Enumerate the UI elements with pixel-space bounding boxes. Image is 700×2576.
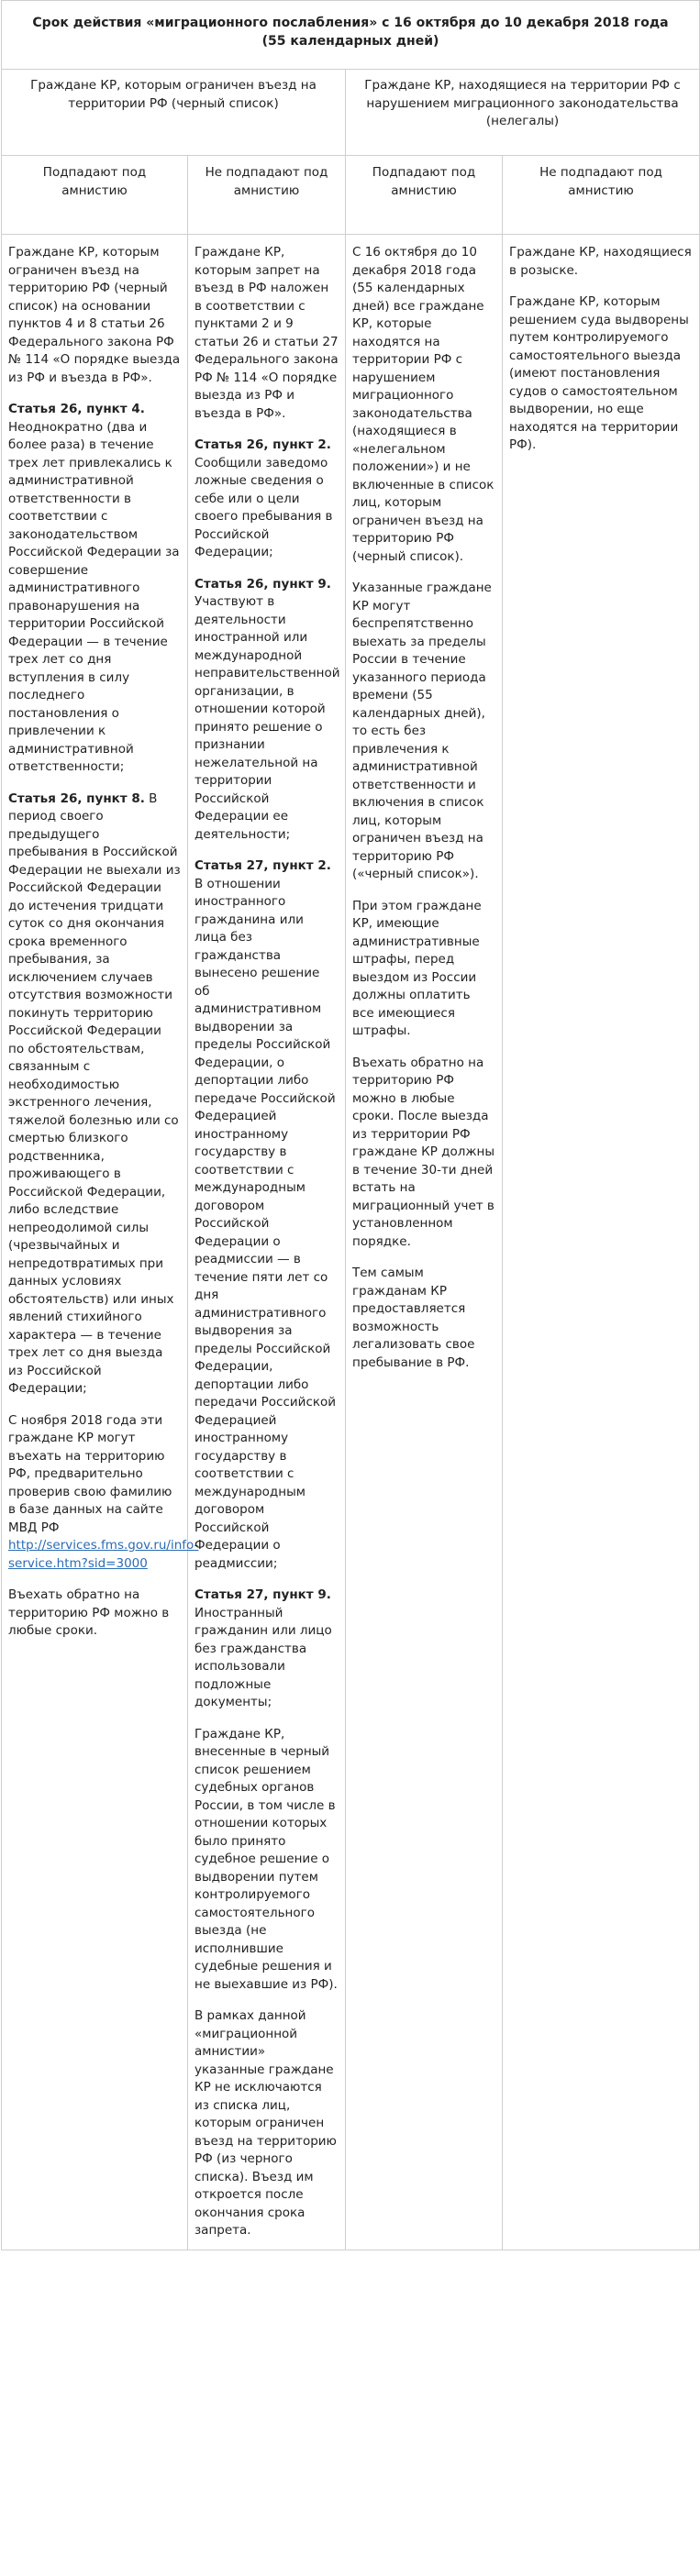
- paragraph: С ноября 2018 года эти граждане КР могут въехать на территорию РФ, предварительно проверив свою фамилию в базе данных на сайте МВД РФ http://services.fms.gov.ru/info-service.htm?sid=3000: [8, 1412, 199, 1571]
- amnesty-table: [1, 0, 700, 2250]
- subheader-col1: Подпадают под амнистию: [2, 156, 188, 235]
- paragraph: Статья 26, пункт 8. В период своего предыдущего пребывания в Российской Федерации не выехали из Российской Федерации до истечения тридцати суток со дня окончания срока временного пребывания, за исключением случаев отсутствия возможности покинуть территорию Российской Федерации по обстоятельствам, связанным с необходимостью экстренного лечения, тяжелой болезнью или со смертью близкого родственника, проживающего в Российской Федерации, либо вследствие непреодолимой силы (чрезвычайных и непредотвратимых при данных условиях обстоятельств) или иных явлений стихийного характера — в течение трех лет со дня выезда из Российской Федерации;: [8, 790, 181, 1396]
- group-header-illegal: Граждане КР, находящиеся на территории РФ с нарушением миграционного законодательства (нелегалы): [346, 70, 700, 156]
- paragraph: Граждане КР, которым запрет на въезд в РФ наложен в соответствии с пунктами 2 и 9 статьи 26 и статьи 27 Федерального закона РФ № 114 «О порядке выезда из РФ и въезда в РФ».: [194, 245, 339, 421]
- article-heading: Статья 26, пункт 2.: [194, 437, 331, 452]
- paragraph: Въехать обратно на территорию РФ можно в любые сроки.: [8, 1587, 170, 1638]
- article-heading: Статья 27, пункт 9.: [194, 1587, 331, 1602]
- subheader-col4: Не подпадают под амнистию: [503, 156, 700, 235]
- paragraph: Граждане КР, которым решением суда выдворены путем контролируемого самостоятельного выезда (имеют постановления судов о самостоятельном выдворении, но еще находятся на территории РФ).: [509, 294, 689, 452]
- cell-blacklist-amnesty: [2, 235, 199, 2250]
- cell-illegal-amnesty: [346, 235, 503, 2250]
- paragraph: Граждане КР, внесенные в черный список решением судебных органов России, в том числе в отношении которых было принято судебное решение о выдворении путем контролируемого самостоятельного выезда (не исполнившие судебные решения и не выехавшие из РФ).: [194, 1726, 338, 1992]
- paragraph: Указанные граждане КР могут беспрепятственно выехать за пределы России в течение указанного периода времени (55 календарных дней), то есть без привлечения к административной ответственности и включения в список лиц, которым ограничен въезд на территорию РФ («черный список»).: [352, 580, 492, 881]
- paragraph: Въехать обратно на территорию РФ можно в любые сроки. После выезда из территории РФ граждане КР должны в течение 30-ти дней встать на миграционный учет в установленном порядке.: [352, 1055, 495, 1249]
- table-title: Срок действия «миграционного послабления» с 16 октября до 10 декабря 2018 года (55 календарных дней): [2, 1, 700, 70]
- paragraph: Граждане КР, находящиеся в розыске.: [509, 245, 692, 278]
- paragraph: Статья 27, пункт 9. Иностранный гражданин или лицо без гражданства использовали подложные документы;: [194, 1587, 332, 1709]
- paragraph: Статья 26, пункт 9. Участвуют в деятельности иностранной или международной неправительственной организации, в отношении которой принято решение о признании нежелательной на территории Российской Федерации ее деятельности;: [194, 576, 340, 842]
- paragraph: Граждане КР, которым ограничен въезд на территорию РФ (черный список) на основании пунктов 4 и 8 статьи 26 Федерального закона РФ № 114 «О порядке выезда из РФ и въезда в РФ».: [8, 245, 181, 385]
- paragraph: С 16 октября до 10 декабря 2018 года (55 календарных дней) все граждане КР, которые находятся на территории РФ с нарушением миграционного законодательства (находящиеся в «нелегальном положении») и не включенные в список лиц, которым ограничен въезд на территорию РФ (черный список).: [352, 245, 494, 564]
- article-heading: Статья 27, пункт 2.: [194, 858, 331, 873]
- paragraph: При этом граждане КР, имеющие административные штрафы, перед выездом из России должны оплатить все имеющиеся штрафы.: [352, 898, 482, 1038]
- subheader-col3: Подпадают под амнистию: [346, 156, 503, 235]
- paragraph: Статья 26, пункт 2. Сообщили заведомо ложные сведения о себе или о цели своего пребывания в Российской Федерации;: [194, 437, 333, 559]
- paragraph: Статья 26, пункт 4. Неоднократно (два и более раза) в течение трех лет привлекались к административной ответственности в соответствии с законодательством Российской Федерации за совершение административного правонарушения на территории Российской Федерации — в течение трех лет со дня вступления в силу последнего постановления о привлечении к административной ответственности;: [8, 402, 180, 774]
- article-heading: Статья 26, пункт 4.: [8, 402, 145, 416]
- mvd-service-link[interactable]: http://services.fms.gov.ru/info-service.htm?sid=3000: [8, 1538, 199, 1571]
- article-heading: Статья 26, пункт 8.: [8, 790, 145, 806]
- paragraph: Статья 27, пункт 2. В отношении иностранного гражданина или лица без гражданства вынесено решение об административном выдворении за пределы Российской Федерации, о депортации либо передаче Российской Федерацией иностранному государству в соответствии с международным договором Российской Федерации о реадмиссии — в течение пяти лет со дня административного выдворения за пределы Российской Федерации, депортации либо передачи Российской Федерацией иностранному государству в соответствии с международным договором Российской Федерации о реадмиссии;: [194, 858, 337, 1571]
- cell-illegal-no-amnesty: [503, 235, 700, 2250]
- group-header-blacklist: Граждане КР, которым ограничен въезд на территории РФ (черный список): [2, 70, 346, 156]
- subheader-col2: Не подпадают под амнистию: [188, 156, 346, 235]
- cell-blacklist-no-amnesty: [188, 235, 346, 2250]
- paragraph: Тем самым гражданам КР предоставляется возможность легализовать свое пребывание в РФ.: [352, 1266, 475, 1370]
- paragraph: В рамках данной «миграционной амнистии» указанные граждане КР не исключаются из списка лиц, которым ограничен въезд на территорию РФ (из черного списка). Въезд им откроется после окончания срока запрета.: [194, 2008, 337, 2238]
- article-heading: Статья 26, пункт 9.: [194, 576, 331, 591]
